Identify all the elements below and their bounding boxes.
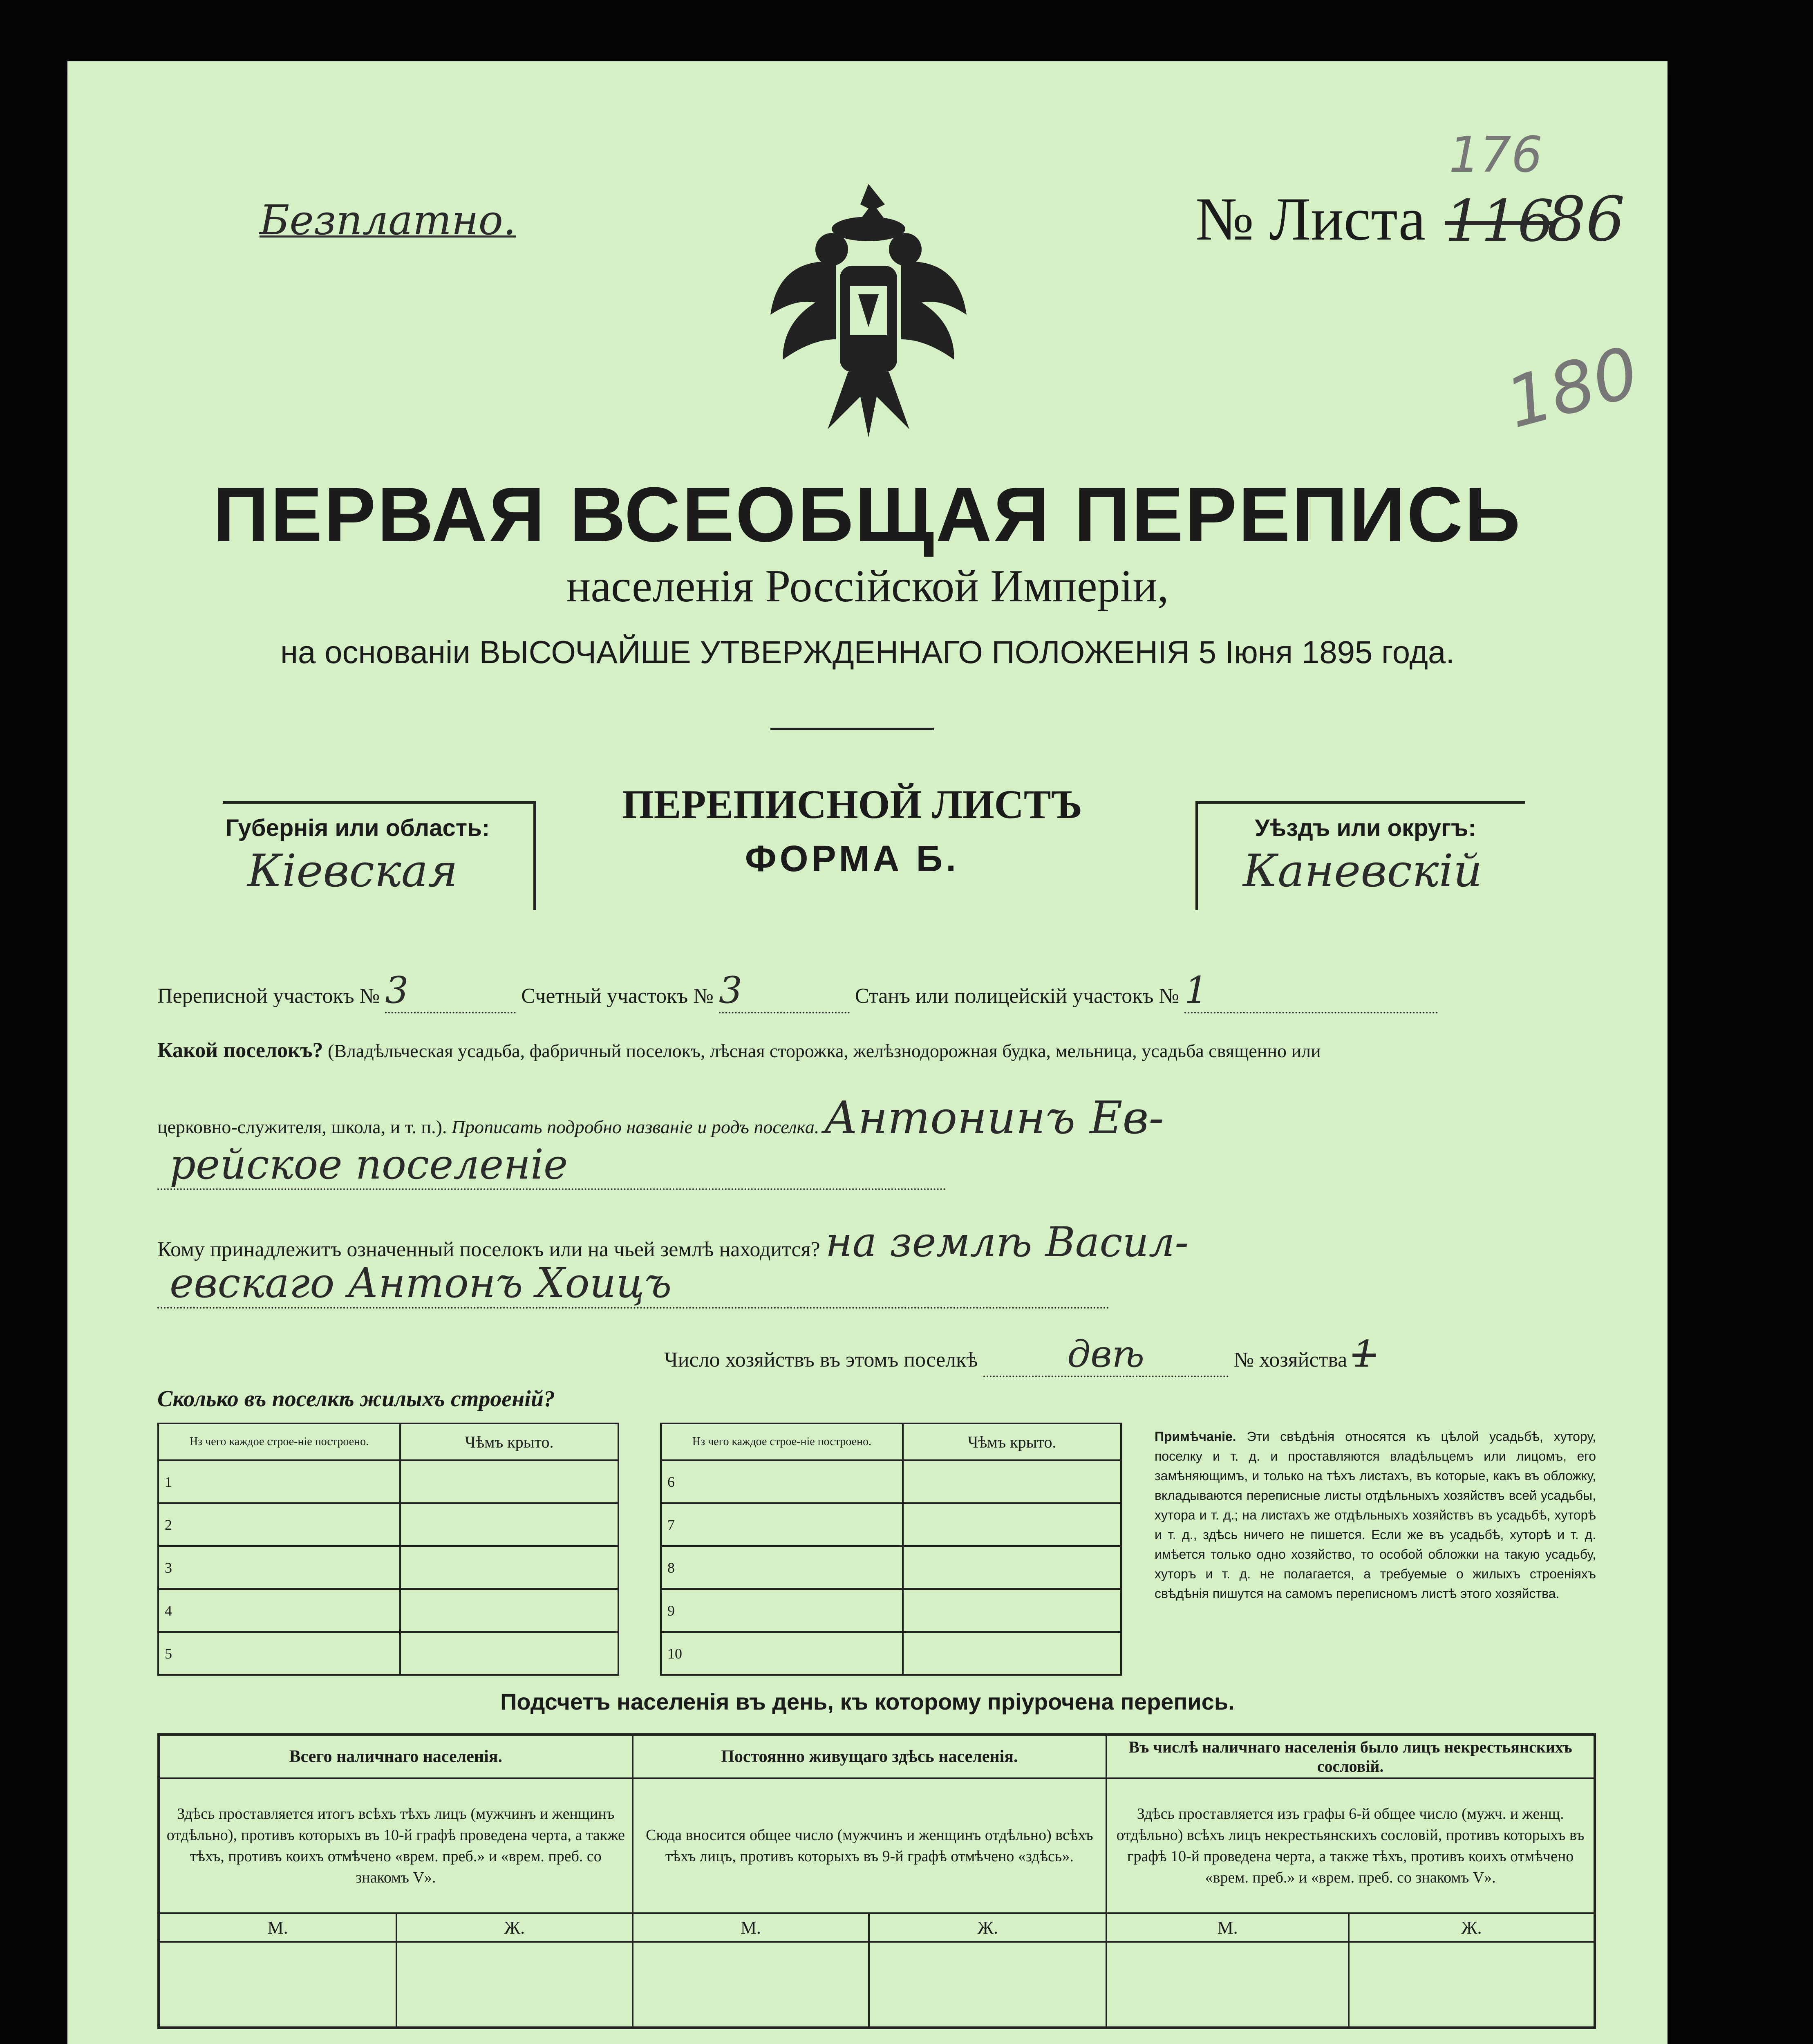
free-label: Безплатно.	[260, 196, 516, 244]
census-subtitle: населенія Россійской Имперіи,	[566, 561, 1169, 612]
owner-value-1: на землѣ Васил-	[825, 1218, 1189, 1266]
households-value: двѣ	[983, 1333, 1229, 1377]
pencil-note-side: 180	[1497, 332, 1647, 444]
police-section-value: 1	[1184, 969, 1438, 1013]
sheet-number-label: № Листа	[1195, 185, 1426, 253]
households-label: Число хозяйствъ въ этомъ поселкѣ	[664, 1348, 978, 1372]
divider	[770, 728, 934, 730]
female-header: Ж.	[396, 1913, 632, 1942]
population-table	[157, 1733, 1596, 2029]
female-count-cell[interactable]	[1349, 1942, 1595, 2028]
count-section-value: 3	[719, 969, 850, 1013]
uezd-label: Уѣздъ или округъ:	[1255, 815, 1476, 841]
female-count-cell[interactable]	[396, 1942, 632, 2028]
male-count-cell[interactable]	[1106, 1942, 1349, 2028]
row-number: 4	[158, 1589, 400, 1632]
population-col1-head: Всего наличнаго населенія.	[159, 1735, 633, 1778]
note-label: Примѣчаніе.	[1155, 1429, 1236, 1444]
census-section-value: 3	[385, 969, 516, 1013]
note	[1155, 1427, 1596, 1603]
guberniya-value: Кіевская	[247, 845, 458, 897]
male-header: М.	[633, 1913, 869, 1942]
row-number: 1	[158, 1460, 400, 1503]
row-number: 5	[158, 1632, 400, 1675]
count-section-label: Счетный участокъ №	[521, 984, 714, 1008]
note-text: Эти свѣдѣнія относятся къ цѣлой усадьбѣ, хутору, поселку и т. д. и проставляются владѣльцемъ или лицомъ, его замѣняющимъ, и только на тѣхъ листахъ, въ которые, какъ въ обложку, вкладываются переписные листы отдѣльныхъ хозяйствъ всей усадьбы, хутора и т. д.; на листахъ же отдѣльныхъ хозяйствъ въ усадьбѣ, хуторѣ и т. д., здѣсь ничего не пишется. Если же въ усадьбѣ, хуторѣ и т. д. имѣется только одно хозяйство, то особой обложки на такую усадьбу, хуторъ и т. д. не полагается, а требуемые о жилыхъ строеніяхъ свѣдѣнія пишутся на самомъ переписномъ листѣ этого хозяйства.	[1155, 1429, 1596, 1601]
row-number: 10	[661, 1632, 903, 1675]
settlement-label: Какой поселокъ?	[157, 1039, 323, 1062]
col-material: Нз чего каждое строе-ніе построено.	[661, 1423, 903, 1460]
form-title: ПЕРЕПИСНОЙ ЛИСТЪ	[622, 782, 1083, 827]
form-type: ФОРМА Б.	[745, 838, 960, 879]
row-number: 7	[661, 1503, 903, 1546]
settlement-hint-1: (Владѣльческая усадьба, фабричный поселокъ, лѣсная сторожка, желѣзнодорожная будка, мельница, усадьба священно или	[327, 1040, 1321, 1061]
sheet-number-struck: 116	[1445, 188, 1554, 255]
male-count-cell[interactable]	[633, 1942, 869, 2028]
settlement-value-2: рейское поселеніе	[157, 1141, 946, 1190]
household-number-label: № хозяйства	[1233, 1348, 1347, 1372]
census-basis: на основаніи ВЫСОЧАЙШЕ УТВЕРЖДЕННАГО ПОЛОЖЕНІЯ 5 Іюня 1895 года.	[280, 634, 1455, 670]
settlement-hint-3: Прописать подробно названіе и родъ поселка.	[451, 1116, 819, 1137]
male-header: М.	[159, 1913, 396, 1942]
population-col2-text: Сюда вносится общее число (мужчинъ и женщинъ отдѣльно) всѣхъ тѣхъ лицъ, противъ которыхъ въ 9-й графѣ отмѣчено «здѣсь».	[633, 1778, 1107, 1913]
settlement-line-2	[157, 1091, 1588, 1144]
population-col2-head: Постоянно живущаго здѣсь населенія.	[633, 1735, 1107, 1778]
female-header: Ж.	[1349, 1913, 1595, 1942]
col-roof: Чѣмъ крыто.	[400, 1423, 618, 1460]
population-col3-text: Здѣсь проставляется изъ графы 6-й общее число (мужч. и женщ. отдѣльно) всѣхъ лицъ некрестьянскихъ сословій, противъ которыхъ въ графѣ 10-й проведена черта, а также тѣхъ, противъ коихъ отмѣчено «врем. преб.» и «врем. преб. со знакомъ V».	[1106, 1778, 1595, 1913]
male-count-cell[interactable]	[159, 1942, 396, 2028]
sheet-number-value: 86	[1547, 184, 1625, 255]
settlement-line	[157, 1038, 1588, 1062]
owner-label: Кому принадлежитъ означенный поселокъ или на чьей землѣ находится?	[157, 1238, 820, 1261]
pencil-note-top: 176	[1449, 127, 1543, 184]
row-number: 6	[661, 1460, 903, 1503]
row-number: 9	[661, 1589, 903, 1632]
female-count-cell[interactable]	[869, 1942, 1106, 2028]
double-headed-eagle-emblem	[754, 168, 983, 454]
settlement-hint-2: церковно-служителя, школа, и т. п.).	[157, 1116, 447, 1137]
guberniya-label: Губернія или область:	[225, 815, 490, 841]
household-number-value: 1	[1352, 1333, 1376, 1376]
population-col3-head: Въ числѣ наличнаго населенія было лицъ некрестьянскихъ сословій.	[1106, 1735, 1595, 1778]
census-section-label: Переписной участокъ №	[157, 984, 380, 1008]
buildings-label: Сколько въ поселкѣ жилыхъ строеній?	[157, 1386, 555, 1412]
female-header: Ж.	[869, 1913, 1106, 1942]
census-sheet	[67, 61, 1668, 2044]
uezd-box	[1195, 801, 1525, 910]
uezd-value: Каневскій	[1243, 845, 1482, 897]
male-header: М.	[1106, 1913, 1349, 1942]
buildings-table-left	[157, 1423, 619, 1676]
police-section-label: Станъ или полицейскій участокъ №	[855, 984, 1180, 1008]
census-title: ПЕРВАЯ ВСЕОБЩАЯ ПЕРЕПИСЬ	[213, 471, 1522, 558]
population-title: Подсчетъ населенія въ день, къ которому пріурочена перепись.	[500, 1689, 1235, 1715]
col-roof: Чѣмъ крыто.	[903, 1423, 1121, 1460]
guberniya-box	[223, 801, 536, 910]
row-number: 2	[158, 1503, 400, 1546]
sections-line	[157, 969, 1438, 1013]
col-material: Нз чего каждое строе-ніе построено.	[158, 1423, 400, 1460]
settlement-value-1: Антонинъ Ев-	[824, 1091, 1164, 1144]
owner-value-2: евскаго Антонъ Хоицъ	[157, 1259, 1110, 1309]
row-number: 3	[158, 1546, 400, 1589]
households-line	[664, 1333, 1376, 1377]
buildings-table-right	[660, 1423, 1122, 1676]
row-number: 8	[661, 1546, 903, 1589]
population-col1-text: Здѣсь проставляется итогъ всѣхъ тѣхъ лицъ (мужчинъ и женщинъ отдѣльно), противъ которыхъ въ 10-й графѣ проведена черта, а также тѣхъ, противъ коихъ отмѣчено «врем. преб.» и «врем. преб. со знакомъ V».	[159, 1778, 633, 1913]
